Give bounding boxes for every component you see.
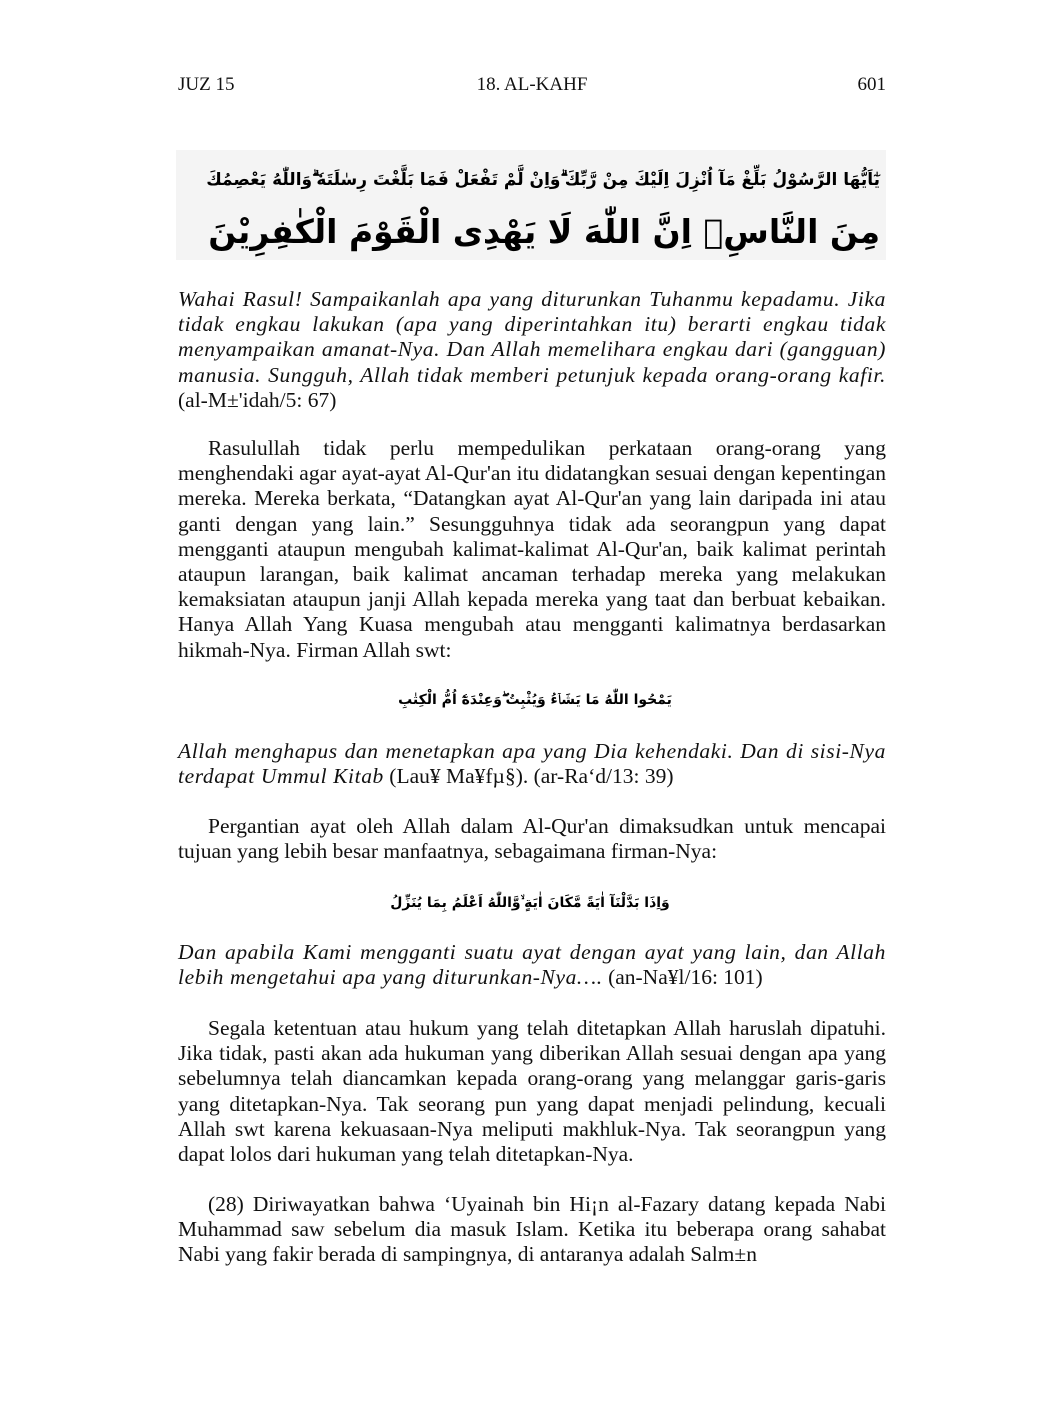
paragraph-2: Pergantian ayat oleh Allah dalam Al-Qur'an dimaksudkan untuk mencapai tujuan yang lebih besar manfaatnya, sebagaimana firman-Nya: xyxy=(178,814,886,864)
verse-2-note: (Lau¥ Ma¥fµ§). xyxy=(389,764,529,789)
arabic-verse-1-line-2: مِنَ النَّاسِۗ اِنَّ اللّٰهَ لَا يَهْدِى الْقَوْمَ الْكٰفِرِيْنَ xyxy=(208,212,880,251)
arabic-verse-1-line-1: يٰٓاَيُّهَا الرَّسُوْلُ بَلِّغْ مَآ اُنْزِلَ اِلَيْكَ مِنْ رَّبِّكَ ۗوَاِنْ لَّمْ تَفْعَلْ فَمَا بَلَّغْتَ رِسٰلَتَهٗ ۗوَاللّٰهُ يَعْصِمُكَ xyxy=(206,170,880,190)
verse-1-translation: Wahai Rasul! Sampaikanlah apa yang diturunkan Tuhanmu kepadamu. Jika tidak engkau lakukan (apa yang diperintahkan itu) berarti engkau tidak menyampaikan amanat-Nya. Dan Allah memelihara engkau dari (gangguan) manusia. Sungguh, Allah tidak memberi petunjuk kepada orang-orang kafir. xyxy=(178,287,886,387)
arabic-verse-3: وَاِذَا بَدَّلْنَآ اٰيَةً مَّكَانَ اٰيَةٍ ۙوَّاللّٰهُ اَعْلَمُ بِمَا يُنَزِّلُ xyxy=(390,895,670,911)
paragraph-1: Rasulullah tidak perlu mempedulikan perkataan orang-orang yang menghendaki agar ayat-ayat Al-Qur'an itu didatangkan sesuai dengan kepentingan mereka. Mereka berkata, “Datangkan ayat Al-Qur'an yang lain daripada ini atau ganti dengan yang lain.” Sesungguhnya tidak ada seorangpun yang dapat mengganti ataupun mengubah kalimat-kalimat Al-Qur'an, baik kalimat perintah ataupun larangan, baik kalimat ancaman terhadap mereka yang melakukan kemaksiatan ataupun janji Allah kepada mereka yang taat dan berbuat kebaikan. Hanya Allah Yang Kuasa mengubah atau mengganti kalimatnya berdasarkan hikmah-Nya. Firman Allah swt: xyxy=(178,436,886,662)
page-header xyxy=(178,74,886,102)
verse-1-translation-block xyxy=(178,287,886,413)
verse-1-reference: (al-M±'idah/5: 67) xyxy=(178,387,337,412)
paragraph-4: (28) Diriwayatkan bahwa ‘Uyainah bin Hi¡n al-Fazary datang kepada Nabi Muhammad saw sebelum dia masuk Islam. Ketika itu beberapa orang sahabat Nabi yang fakir berada di sampingnya, di antaranya adalah Salm±n xyxy=(178,1192,886,1267)
juz-label: JUZ 15 xyxy=(178,74,235,95)
verse-3-reference: (an-Na¥l/16: 101) xyxy=(608,965,763,990)
arabic-verse-1 xyxy=(176,150,886,260)
arabic-verse-2: يَمْحُوا اللّٰهُ مَا يَشَاۤءُ وَيُثْبِتُ ۖوَعِنْدَهٗٓ اُمُّ الْكِتٰبِ xyxy=(398,692,672,708)
paragraph-3: Segala ketentuan atau hukum yang telah ditetapkan Allah haruslah dipatuhi. Jika tidak, pasti akan ada hukuman yang diberikan Allah sesuai dengan apa yang sebelumnya telah diancamkan kepada orang-orang yang melanggar garis-garis yang ditetapkan-Nya. Tak seorang pun yang dapat menjadi pelindung, kecuali Allah swt karena kekuasaan-Nya meliputi makhluk-Nya. Tak seorangpun yang dapat lolos dari hukuman yang telah ditetapkan-Nya. xyxy=(178,1016,886,1167)
verse-2-translation-block xyxy=(178,739,886,789)
verse-3-translation: Dan apabila Kami mengganti suatu ayat dengan ayat yang lain, dan Allah lebih mengetahui apa yang diturunkan-Nya…. xyxy=(178,940,886,990)
surah-title: 18. AL-KAHF xyxy=(476,74,588,95)
page-number: 601 xyxy=(857,74,886,95)
verse-3-translation-block xyxy=(178,940,886,990)
verse-2-reference: (ar-Ra‘d/13: 39) xyxy=(533,764,674,789)
verse-2-translation: Allah menghapus dan menetapkan apa yang Dia kehendaki. Dan di sisi-Nya terdapat Ummul Kitab xyxy=(178,739,886,789)
